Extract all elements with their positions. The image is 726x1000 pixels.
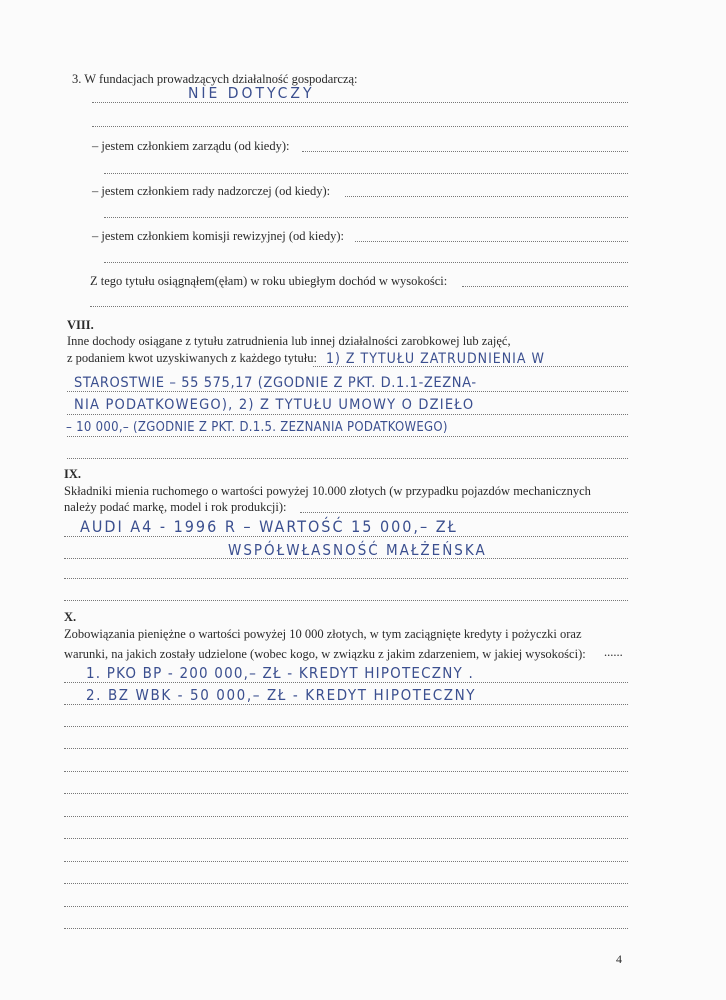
sec8-line2: z podaniem kwot uzyskiwanych z każdego tytułu:	[67, 351, 317, 365]
sec8-handwritten-line4: – 10 000,– (ZGODNIE Z PKT. D.1.5. ZEZNANIA PODATKOWEGO)	[66, 420, 448, 435]
answer-line	[64, 928, 628, 929]
answer-line	[313, 366, 628, 367]
answer-line	[92, 126, 628, 127]
sec10-handwritten-line2: 2. BZ WBK - 50 000,– ZŁ - KREDYT HIPOTECZNY	[86, 686, 477, 704]
sec9-handwritten-line1: AUDI A4 - 1996 R – WARTOŚĆ 15 000,– ZŁ	[80, 517, 458, 536]
answer-line	[64, 600, 628, 601]
sec8-handwritten-line1: 1) Z TYTUŁU ZATRUDNIENIA W	[326, 351, 545, 367]
sec9-line1: Składniki mienia ruchomego o wartości powyżej 10.000 złotych (w przypadku pojazdów mechanicznych	[64, 484, 591, 498]
sec8-line1: Inne dochody osiągane z tytułu zatrudnienia lub innej działalności zarobkowej lub zajęć,	[67, 334, 511, 348]
answer-line	[64, 682, 628, 683]
answer-line	[104, 217, 628, 218]
sec10-line2: warunki, na jakich zostały udzielone (wobec kogo, w związku z jakim zdarzeniem, w jakiej wysokości):	[64, 647, 586, 661]
answer-line	[64, 861, 628, 862]
answer-line	[64, 726, 628, 727]
sec3-audit-label: – jestem członkiem komisji rewizyjnej (od kiedy):	[92, 229, 345, 243]
sec3-question: 3. W fundacjach prowadzących działalność gospodarczą:	[72, 72, 358, 86]
answer-line	[67, 458, 628, 459]
answer-line	[462, 286, 628, 287]
sec9-header: IX.	[64, 467, 82, 481]
answer-line	[90, 306, 628, 307]
sec3-answer-handwritten: NIE DOTYCZY	[188, 84, 315, 102]
sec3-income-label: Z tego tytułu osiągnąłem(ęłam) w roku ubiegłym dochód w wysokości:	[90, 274, 448, 288]
answer-line	[300, 512, 628, 513]
answer-line	[64, 578, 628, 579]
sec8-handwritten-line2: STAROSTWIE – 55 575,17 (ZGODNIE Z PKT. D.1.1-ZEZNA-	[74, 375, 477, 391]
answer-line	[64, 883, 628, 884]
answer-line	[302, 151, 628, 152]
answer-line	[104, 173, 628, 174]
sec10-line1: Zobowiązania pieniężne o wartości powyżej 10 000 złotych, w tym zaciągnięte kredyty i pożyczki oraz	[64, 627, 582, 641]
page-number: 4	[616, 952, 622, 966]
answer-line	[67, 391, 628, 392]
answer-line	[104, 262, 628, 263]
answer-line	[67, 436, 628, 437]
answer-line	[64, 748, 628, 749]
answer-line	[64, 793, 628, 794]
answer-line	[64, 771, 628, 772]
sec10-header: X.	[64, 610, 77, 624]
answer-line	[64, 906, 628, 907]
sec8-handwritten-line3: NIA PODATKOWEGO), 2) Z TYTUŁU UMOWY O DZIEŁO	[74, 397, 475, 413]
sec3-supervisory-label: – jestem członkiem rady nadzorczej (od kiedy):	[92, 184, 331, 198]
answer-line	[92, 102, 628, 103]
sec9-handwritten-line2: WSPÓŁWŁASNOŚĆ MAŁŻEŃSKA	[228, 541, 487, 559]
answer-line	[345, 196, 628, 197]
answer-line	[64, 536, 628, 537]
answer-line	[64, 704, 628, 705]
sec3-board-label: – jestem członkiem zarządu (od kiedy):	[92, 139, 290, 153]
answer-line	[67, 414, 628, 415]
answer-line	[64, 558, 628, 559]
sec10-line2-dots: ......	[604, 645, 623, 659]
sec8-header: VIII.	[67, 318, 94, 332]
sec10-handwritten-line1: 1. PKO BP - 200 000,– ZŁ - KREDYT HIPOTECZNY .	[86, 664, 474, 682]
answer-line	[64, 838, 628, 839]
answer-line	[64, 816, 628, 817]
sec9-line2: należy podać markę, model i rok produkcji):	[64, 500, 287, 514]
answer-line	[355, 241, 628, 242]
